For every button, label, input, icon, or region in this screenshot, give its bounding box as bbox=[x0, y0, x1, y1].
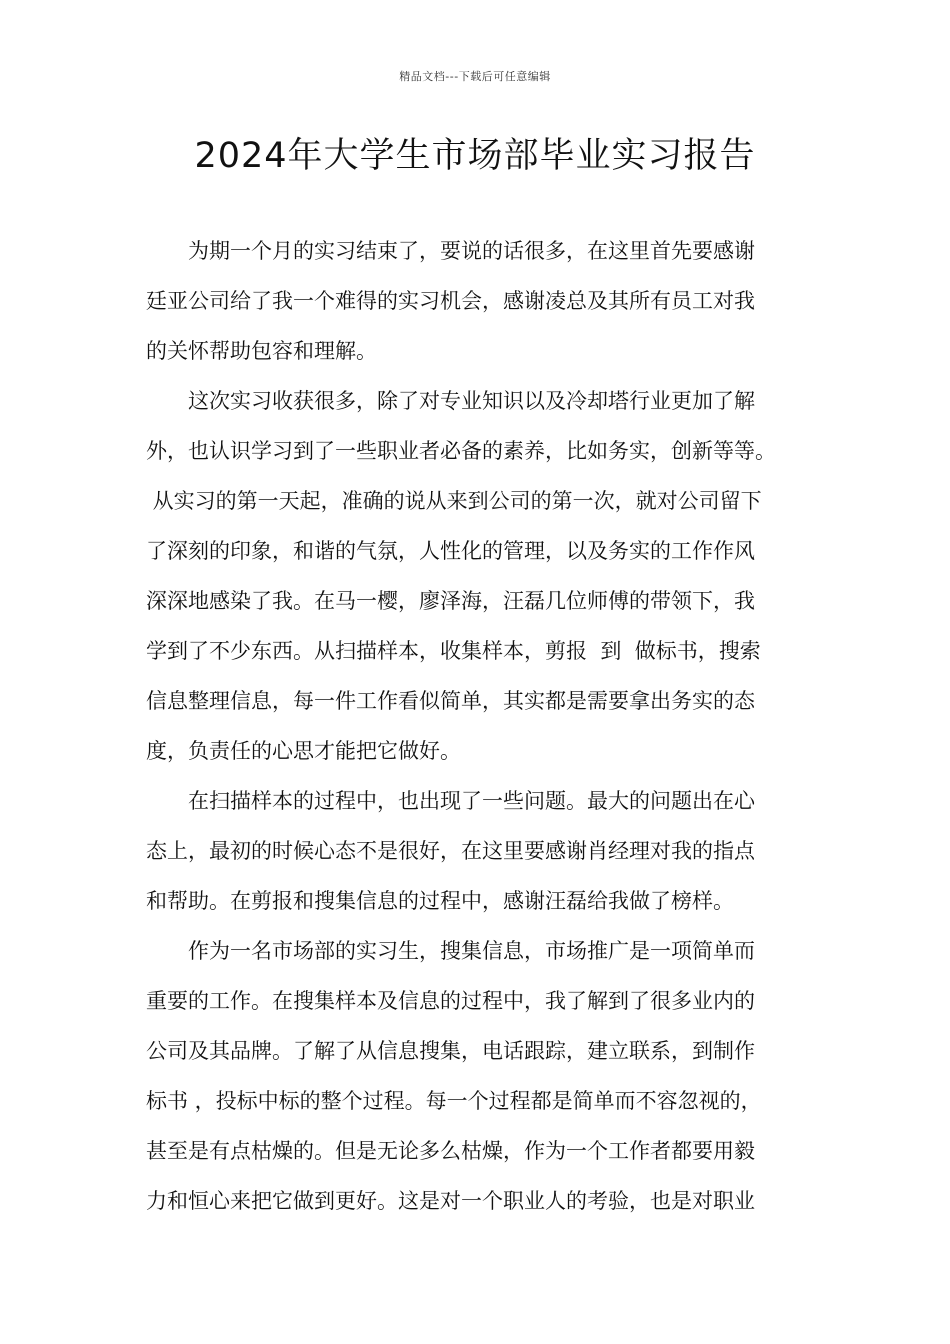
body-line: 作为一名市场部的实习生，搜集信息，市场推广是一项简单而 bbox=[188, 939, 755, 963]
body-line: 标书 ，投标中标的整个过程。每一个过程都是简单而不容忽视的， bbox=[146, 1089, 762, 1113]
header-note: 精品文档---下载后可任意编辑 bbox=[399, 70, 551, 83]
body-line: 甚至是有点枯燥的。但是无论多么枯燥，作为一个工作者都要用毅 bbox=[146, 1139, 755, 1163]
body-line: 信息整理信息，每一件工作看似简单，其实都是需要拿出务实的态 bbox=[146, 689, 755, 713]
body-line: 从实习的第一天起，准确的说从来到公司的第一次，就对公司留下 bbox=[146, 489, 762, 513]
body-line: 和帮助。在剪报和搜集信息的过程中，感谢汪磊给我做了榜样。 bbox=[146, 889, 734, 913]
document-body bbox=[146, 230, 811, 1230]
body-line: 了深刻的印象，和谐的气氛，人性化的管理，以及务实的工作作风 bbox=[146, 539, 755, 563]
body-line: 态上，最初的时候心态不是很好，在这里要感谢肖经理对我的指点 bbox=[146, 839, 755, 863]
body-line: 廷亚公司给了我一个难得的实习机会，感谢凌总及其所有员工对我 bbox=[146, 289, 755, 313]
body-line: 的关怀帮助包容和理解。 bbox=[146, 339, 377, 363]
body-line: 学到了不少东西。从扫描样本，收集样本，剪报 到 做标书，搜索 bbox=[146, 639, 761, 663]
body-line: 外，也认识学习到了一些职业者必备的素养，比如务实，创新等等。 bbox=[146, 439, 776, 463]
body-line: 力和恒心来把它做到更好。这是对一个职业人的考验，也是对职业 bbox=[146, 1189, 755, 1213]
body-line: 在扫描样本的过程中，也出现了一些问题。最大的问题出在心 bbox=[188, 789, 755, 813]
body-line: 深深地感染了我。在马一樱，廖泽海，汪磊几位师傅的带领下，我 bbox=[146, 589, 755, 613]
body-line: 度，负责任的心思才能把它做好。 bbox=[146, 739, 461, 763]
body-line: 这次实习收获很多，除了对专业知识以及冷却塔行业更加了解 bbox=[188, 389, 755, 413]
body-line: 公司及其品牌。了解了从信息搜集，电话跟踪，建立联系，到制作 bbox=[146, 1039, 755, 1063]
document-title: 2024年大学生市场部毕业实习报告 bbox=[194, 136, 756, 176]
body-line: 重要的工作。在搜集样本及信息的过程中，我了解到了很多业内的 bbox=[146, 989, 755, 1013]
body-line: 为期一个月的实习结束了，要说的话很多，在这里首先要感谢 bbox=[188, 239, 755, 263]
